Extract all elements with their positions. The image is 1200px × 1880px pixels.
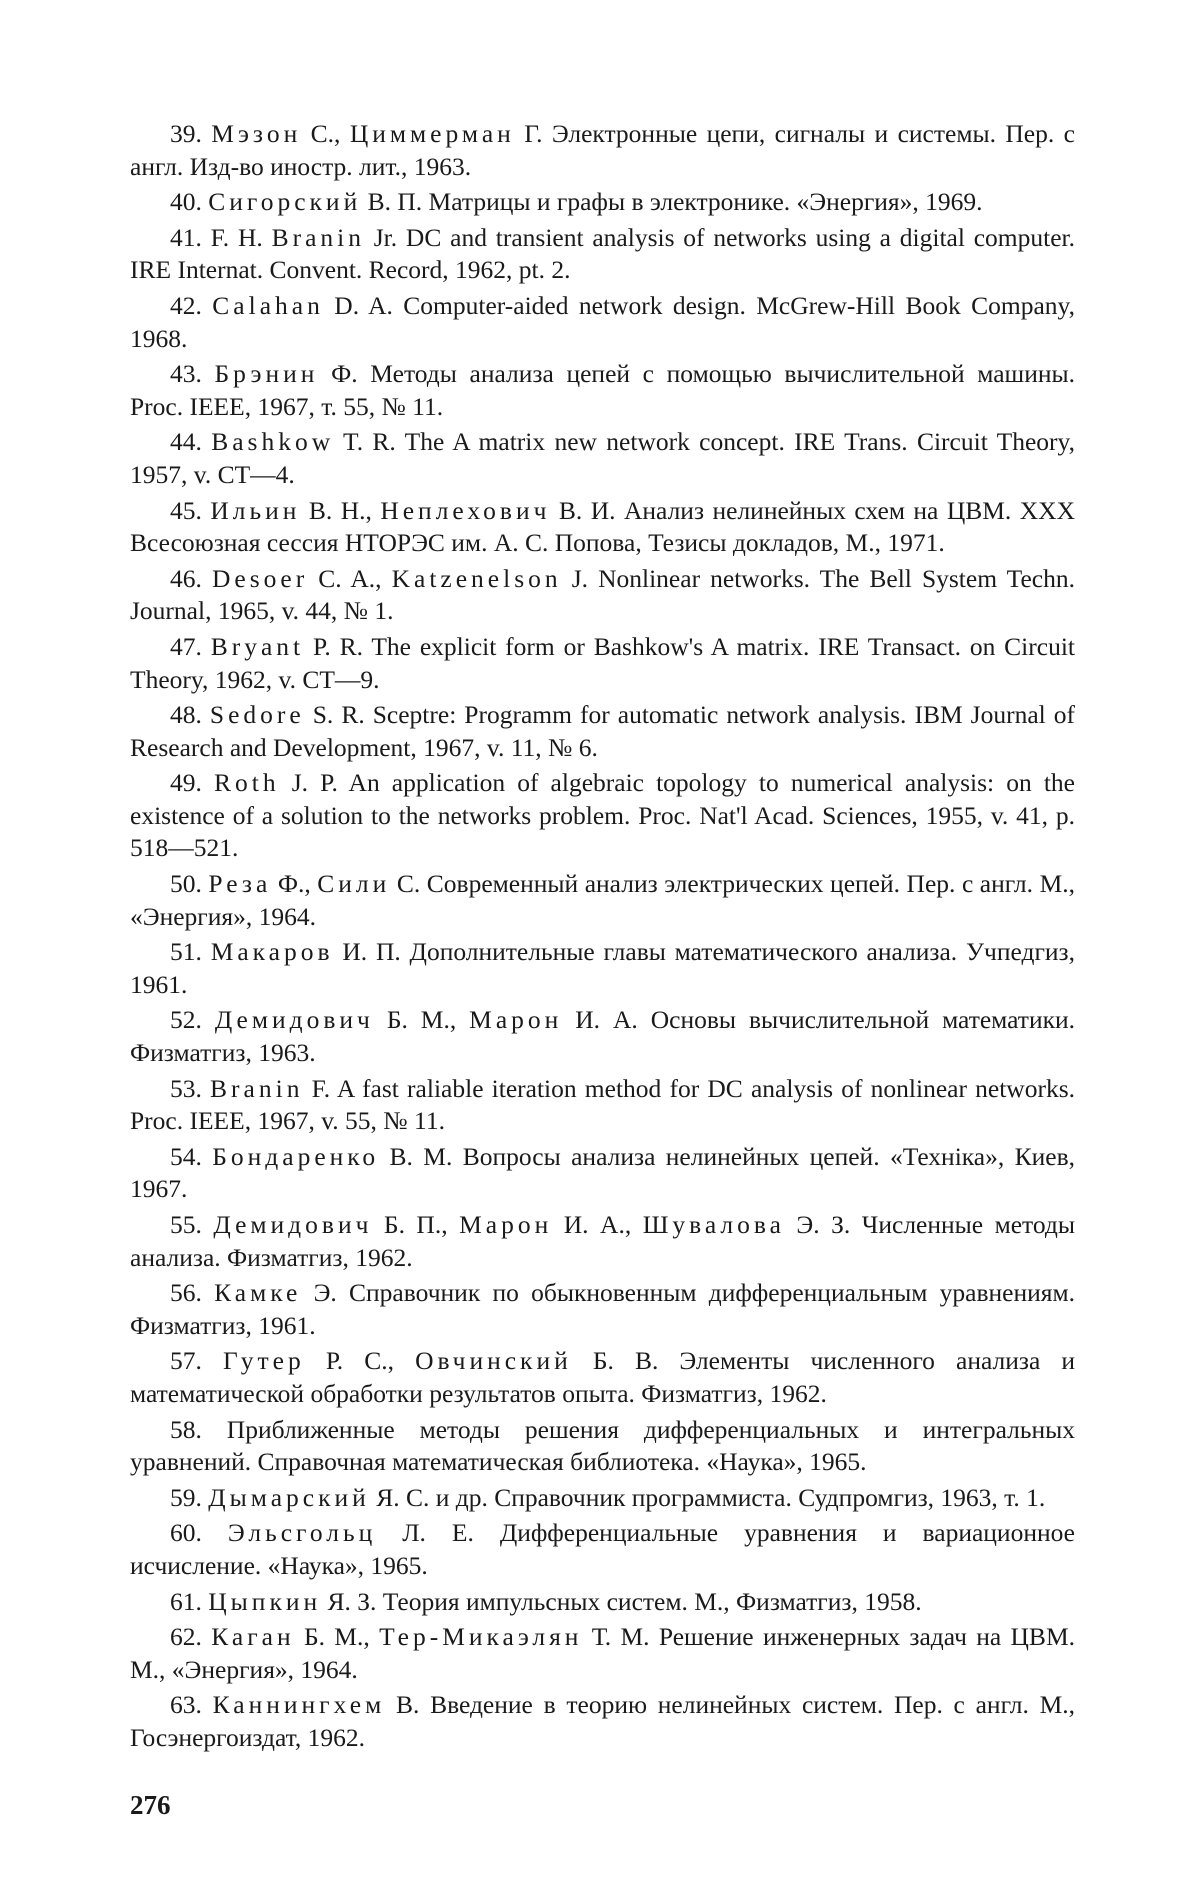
reference-text: В. М. Вопросы анализа нелинейных цепей. «Техніка», Киев, 1967. (130, 1141, 1075, 1204)
reference-text: И. П. Дополнительные главы математического анализа. Учпедгиз, 1961. (130, 937, 1075, 999)
reference-author: Марон (459, 1210, 553, 1239)
reference-author: Реза (208, 869, 272, 899)
reference-entry (130, 936, 1075, 1001)
reference-number: 47. (170, 631, 202, 661)
reference-author: Камке (214, 1278, 302, 1308)
reference-text: D. A. Computer-aided network design. McGrew-Hill Book Company, 1968. (130, 290, 1075, 353)
reference-author: Эльсгольц (227, 1518, 377, 1548)
reference-author: Сили (317, 869, 391, 899)
reference-number: 50. (170, 869, 202, 899)
reference-text: С. Современный анализ электрических цепей. Пер. с англ. М., «Энергия», 1964. (130, 869, 1075, 931)
reference-author: Макаров (210, 937, 334, 967)
reference-entry (130, 290, 1075, 355)
reference-author: Ильин (210, 495, 301, 525)
reference-text: И. А. Основы вычислительной математики. Физматгиз, 1963. (130, 1005, 1075, 1068)
reference-text: J. P. An application of algebraic topology to numerical analysis: on the existence of a solution to the networks problem. Proc. Nat'l Acad. Sciences, 1955, v. 41, p. 518—521. (130, 768, 1075, 863)
reference-number: 58. (170, 1414, 202, 1444)
reference-entry (130, 1345, 1075, 1410)
reference-text: В. П. Матрицы и графы в электронике. «Энергия», 1969. (361, 187, 983, 217)
reference-entry (130, 358, 1075, 423)
reference-entry (130, 1517, 1075, 1582)
reference-text: Э. З. Численные методы анализа. Физматгиз, 1962. (130, 1210, 1075, 1272)
reference-entry (130, 1414, 1075, 1479)
reference-author: Branin (271, 222, 365, 252)
reference-text: Б. М., (373, 1005, 470, 1035)
reference-text: Приближенные методы решения дифференциальных и интегральных уравнений. Справочная математическая библиотека. «Наука», 1965. (130, 1414, 1075, 1477)
reference-text: Т. М. Решение инженерных задач на ЦВМ. М., «Энергия», 1964. (130, 1622, 1075, 1684)
reference-entry (130, 186, 1075, 219)
reference-text: В. И. Анализ нелинейных схем на ЦВМ. XXX Всесоюзная сессия НТОРЭС им. А. С. Попова, Тезисы докладов, М., 1971. (130, 495, 1075, 558)
reference-author: Сигорский (208, 187, 362, 217)
reference-text: Б. П., (372, 1210, 460, 1239)
reference-text: Э. Справочник по обыкновенным дифференциальным уравнениям. Физматгиз, 1961. (130, 1278, 1076, 1340)
reference-entry (130, 118, 1075, 183)
reference-number: 49. (170, 768, 202, 798)
reference-number: 42. (170, 290, 202, 320)
reference-author: Брэнин (214, 359, 319, 389)
reference-number: 43. (170, 359, 202, 389)
reference-number: 62. (170, 1622, 202, 1652)
reference-author: Цыпкин (208, 1586, 322, 1616)
reference-text: Jr. DC and transient analysis of networks using a digital computer. IRE Internat. Convent. Record, 1962, pt. 2. (130, 222, 1075, 285)
reference-number: 54. (170, 1141, 202, 1171)
reference-entry (130, 631, 1075, 696)
reference-author: Овчинский (415, 1346, 572, 1376)
reference-entry (130, 767, 1075, 865)
reference-author: Циммерман (349, 119, 515, 148)
reference-author: Sedore (209, 700, 305, 730)
reference-text: В. Введение в теорию нелинейных систем. Пер. с англ. М., Госэнергоиздат, 1962. (130, 1690, 1075, 1752)
reference-text: Б. В. Элементы численного анализа и математической обработки результатов опыта. Физматгиз, 1962. (130, 1346, 1076, 1408)
reference-text: F. A fast raliable iteration method for DC analysis of nonlinear networks. Proc. IEEE, 1967, v. 55, № 11. (130, 1073, 1076, 1136)
reference-entry (130, 1277, 1075, 1342)
reference-author: Шувалова (642, 1210, 785, 1239)
reference-number: 41. (170, 222, 202, 252)
reference-text: T. R. The A matrix new network concept. IRE Trans. Circuit Theory, 1957, v. CT—4. (130, 427, 1076, 489)
reference-number: 39. (170, 119, 202, 148)
reference-initials: F. H. (201, 222, 272, 252)
reference-author: Каган (211, 1622, 295, 1652)
reference-number: 56. (170, 1278, 202, 1308)
reference-author: Roth (213, 768, 280, 798)
reference-text: Б. М., (294, 1622, 380, 1652)
reference-author: Демидович (214, 1005, 374, 1035)
reference-entry (130, 868, 1075, 933)
reference-author: Тер-Микаэлян (379, 1622, 583, 1652)
reference-number: 48. (170, 700, 202, 730)
reference-text: И. А., (552, 1210, 643, 1239)
reference-text: Я. С. и др. Справочник программиста. Судпромгиз, 1963, т. 1. (369, 1482, 1046, 1512)
reference-entry (130, 222, 1075, 287)
reference-author: Демидович (213, 1210, 373, 1239)
reference-number: 53. (170, 1073, 202, 1103)
page-number: 276 (130, 1790, 171, 1820)
reference-entry (130, 426, 1075, 491)
reference-entry (130, 1689, 1075, 1754)
reference-text: Р. С., (304, 1346, 416, 1376)
reference-number: 46. (170, 563, 202, 593)
reference-number: 52. (170, 1005, 202, 1035)
reference-author: Мэзон (211, 119, 302, 148)
reference-author: Calahan (212, 290, 324, 320)
reference-entry (130, 563, 1075, 628)
reference-entry (130, 1621, 1075, 1686)
reference-text: Я. З. Теория импульсных систем. М., Физматгиз, 1958. (321, 1586, 922, 1616)
reference-number: 57. (170, 1346, 202, 1376)
reference-author: Bashkow (211, 427, 335, 457)
reference-text: Л. Е. Дифференциальные уравнения и вариационное исчисление. «Наука», 1965. (130, 1518, 1075, 1580)
reference-entry (130, 699, 1075, 764)
reference-author: Бондаренко (212, 1141, 380, 1171)
reference-text: В. Н., (300, 495, 381, 525)
reference-author: Неплехович (380, 495, 551, 525)
reference-text: P. R. The explicit form or Bashkow's A matrix. IRE Transact. on Circuit Theory, 1962, v. CT—9. (130, 631, 1075, 694)
reference-author: Desoer (211, 563, 309, 593)
reference-number: 59. (170, 1482, 202, 1512)
reference-text: Ф. Методы анализа цепей с помощью вычислительной машины. Proc. IEEE, 1967, т. 55, № 11. (130, 359, 1075, 421)
reference-text: С., (301, 119, 350, 148)
reference-entry (130, 1209, 1075, 1274)
reference-text: Г. Электронные цепи, сигналы и системы. Пер. с англ. Изд-во иностр. лит., 1963. (130, 119, 1075, 181)
reference-number: 44. (170, 427, 202, 457)
reference-entry (130, 1482, 1075, 1515)
reference-text: S. R. Sceptre: Programm for automatic network analysis. IBM Journal of Research and Development, 1967, v. 11, № 6. (130, 700, 1075, 762)
reference-author: Bryant (210, 631, 305, 661)
reference-number: 63. (170, 1690, 202, 1720)
reference-text: Ф., (271, 869, 318, 899)
reference-entry (130, 1141, 1075, 1206)
reference-author: Дымарский (208, 1482, 370, 1512)
reference-author: Марон (469, 1005, 563, 1035)
reference-author: Katzenelson (391, 563, 562, 593)
reference-number: 51. (170, 937, 202, 967)
reference-author: Каннингхем (212, 1690, 386, 1720)
reference-number: 55. (170, 1210, 202, 1239)
reference-number: 45. (170, 495, 202, 525)
reference-list (130, 118, 1075, 1758)
reference-number: 40. (170, 187, 202, 217)
reference-author: Гутер (222, 1346, 305, 1376)
reference-number: 61. (170, 1586, 202, 1616)
reference-entry (130, 1586, 1075, 1619)
reference-text: J. Nonlinear networks. The Bell System Techn. Journal, 1965, v. 44, № 1. (130, 563, 1075, 626)
reference-entry (130, 1004, 1075, 1069)
reference-number: 60. (170, 1518, 202, 1548)
reference-text: C. A., (308, 563, 392, 593)
reference-author: Branin (210, 1073, 304, 1103)
reference-entry (130, 1073, 1075, 1138)
reference-entry (130, 495, 1075, 560)
